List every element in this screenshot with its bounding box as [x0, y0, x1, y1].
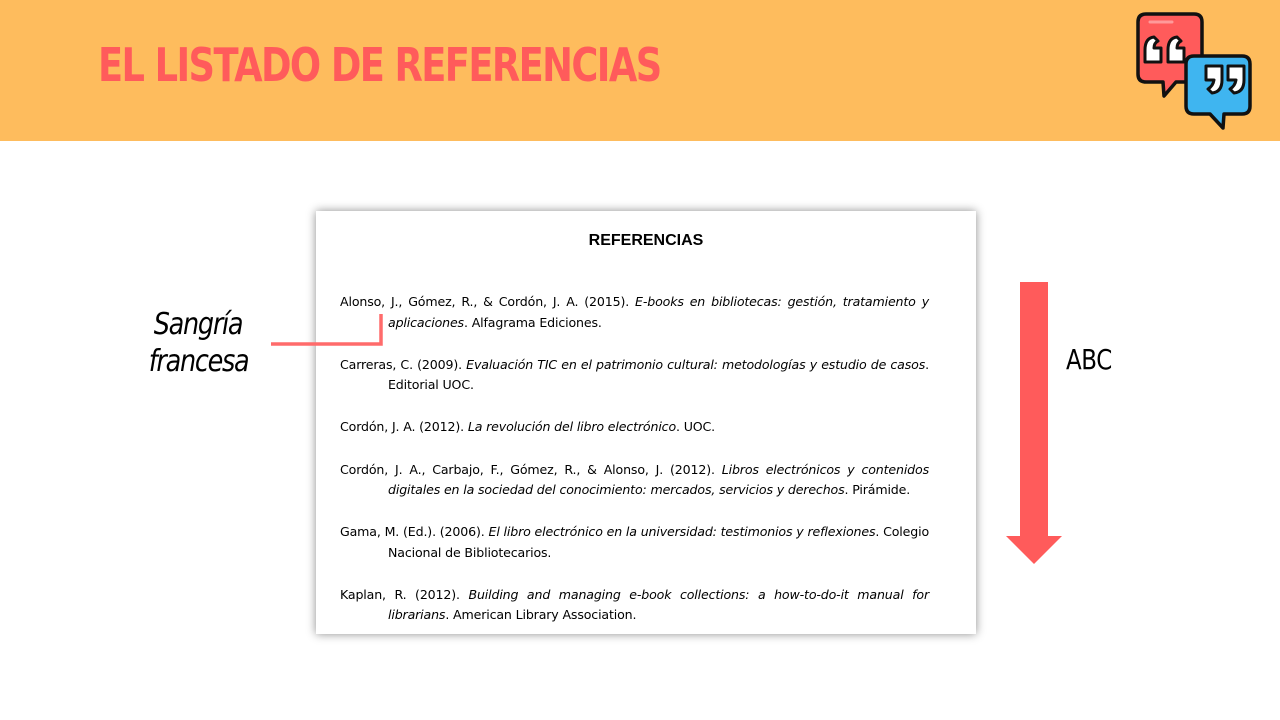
reference-title: E-books en bibliotecas: gestión, tratamiento y aplicaciones — [388, 294, 929, 330]
header-bar — [0, 0, 1280, 141]
reference-publisher: . UOC. — [676, 419, 716, 435]
hanging-indent-callout — [149, 306, 248, 380]
reference-authors: Kaplan, R. (2012). — [340, 586, 469, 602]
reference-page — [316, 211, 976, 634]
reference-publisher: . American Library Association. — [445, 607, 637, 623]
references-heading: REFERENCIAS — [588, 232, 704, 249]
quote-bubbles-icon — [1132, 10, 1254, 130]
reference-title: El libro electrónico en la universidad: testimonios y reflexiones — [488, 524, 876, 540]
reference-entry — [340, 522, 929, 563]
reference-entry — [340, 585, 929, 626]
reference-entry — [340, 417, 929, 438]
slide-title: EL LISTADO DE REFERENCIAS — [98, 38, 661, 92]
reference-title: Evaluación TIC en el patrimonio cultural: metodologías y estudio de casos — [466, 356, 926, 372]
callout-line-1: Sangría — [153, 307, 243, 342]
reference-publisher: . Alfagrama Ediciones. — [463, 314, 602, 330]
reference-entry — [340, 355, 929, 396]
reference-publisher: . Editorial UOC. — [388, 356, 929, 393]
reference-authors: Cordón, J. A. (2012). — [340, 419, 468, 435]
reference-title: La revolución del libro electrónico — [467, 419, 676, 435]
reference-authors: Gama, M. (Ed.). (2006). — [340, 524, 489, 540]
reference-title: Libros electrónicos y contenidos digitales en la sociedad del conocimiento: mercados, servicios y derechos — [388, 461, 929, 498]
reference-list — [340, 292, 929, 648]
callout-line-2: francesa — [148, 344, 249, 379]
reference-title: Building and managing e-book collections: a how-to-do-it manual for librarians — [388, 586, 929, 623]
alphabetical-order-label: ABC — [1066, 343, 1112, 376]
reference-publisher: . Colegio Nacional de Bibliotecarios. — [388, 524, 929, 560]
reference-authors: Carreras, C. (2009). — [340, 356, 467, 372]
down-arrow-icon — [1002, 280, 1066, 568]
reference-authors: Alonso, J., Gómez, R., & Cordón, J. A. (2015). — [340, 294, 636, 309]
reference-publisher: . Pirámide. — [844, 482, 911, 498]
reference-entry — [340, 460, 929, 501]
reference-entry — [340, 292, 929, 333]
callout-connector-line — [268, 312, 388, 352]
reference-authors: Cordón, J. A., Carbajo, F., Gómez, R., & Alonso, J. (2012). — [340, 461, 722, 477]
